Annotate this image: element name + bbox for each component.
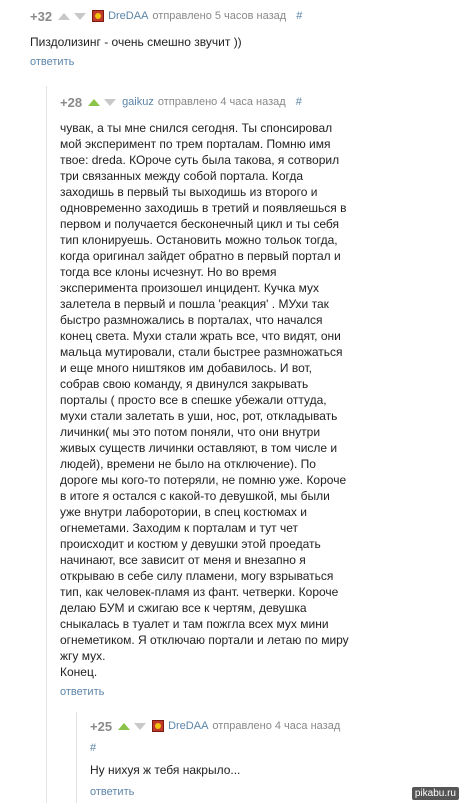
comment-text: Ну нихуя ж тебя накрыло... <box>90 763 241 777</box>
comment-rating: +32 <box>30 8 53 24</box>
comment-text: Пиздолизинг - очень смешно звучит )) <box>30 35 242 49</box>
comment <box>0 0 463 70</box>
comment-text: чувак, а ты мне снился сегодня. Ты спонсировал мой эксперимент по трем порталам. Помню имя твое: dreda. КОроче суть была такова, я сотворил три связанных между собой портала. Когда заходишь в первый ты выходишь из второго и одновременно заходишь в третий и появляешься в первом и получается бесконечный цикл и ты себя тип клонируешь. Остановить можно тольок тогда, когда оригинал зайдет обратно в первый портал и тогда все клоны исчезнут. Но во время эксперимента произошел инцидент. Кучка мух залетела в первый и пошла 'реакция' . МУхи так быстро размножались в порталах, что начался конец света. Мухи стали жрать все, что видят, они мальца мутировали, стали быстрее размножаться и еще много ништяков им добавилось. И вот, собрав свою команду, я двинулся закрывать порталы ( просто все в спешке убежали оттуда, мухи стали залетать в уши, нос, рот, откладывать личинки( мы это потом поняли, что они внутри живых существ личинки оставляют, в том числе и людей), времени не было на отключение). По дороге мы кого-то потеряли, не помню уже. Короче в итоге я остался с какой-то девушкой, мы были уже внутри лаборотории, в спец костюмах и огнеметами. Заходим к порталам и тут чет происходит и костюм у девушки этой проедать начинают, все зависит от меня и внезапно я открываю в себе силу пламени, могу взрываться тип, как человек-пламя из фант. четверки. Короче делаю БУМ и сжигаю все к чертям, девушка сныкалась в туалет и там пожгла всех мух мини огнеметиком. Я отключаю портали и летаю по миру жгу мух. Конец. <box>60 121 349 679</box>
comment-rating: +28 <box>60 94 83 110</box>
downvote-icon[interactable] <box>104 99 116 106</box>
comment-username[interactable]: gaikuz <box>122 96 154 108</box>
upvote-icon[interactable] <box>118 723 130 730</box>
downvote-icon[interactable] <box>134 723 146 730</box>
comment-permalink[interactable]: # <box>296 10 303 22</box>
comment-meta <box>60 92 463 112</box>
comment <box>60 708 463 800</box>
comment-username[interactable]: DreDAA <box>168 720 209 732</box>
comment-meta <box>30 6 463 26</box>
downvote-icon[interactable] <box>74 13 86 20</box>
comment <box>32 80 463 700</box>
avatar[interactable] <box>152 720 164 732</box>
avatar[interactable] <box>92 10 104 22</box>
comment-username[interactable]: DreDAA <box>108 10 149 22</box>
comment-permalink[interactable]: # <box>295 96 302 108</box>
upvote-icon[interactable] <box>88 99 100 106</box>
comment-timestamp: отправлено 5 часов назад <box>152 10 287 22</box>
comment-timestamp: отправлено 4 часа назад <box>212 720 341 732</box>
watermark: pikabu.ru <box>412 787 459 800</box>
comment-meta <box>90 716 463 736</box>
comment-rating: +25 <box>90 718 113 734</box>
reply-link[interactable]: ответить <box>60 686 105 698</box>
comment-permalink[interactable]: # <box>90 742 97 754</box>
reply-link[interactable]: ответить <box>30 56 75 68</box>
comment-timestamp: отправлено 4 часа назад <box>157 96 286 108</box>
reply-link[interactable]: ответить <box>90 786 135 798</box>
upvote-icon[interactable] <box>58 13 70 20</box>
